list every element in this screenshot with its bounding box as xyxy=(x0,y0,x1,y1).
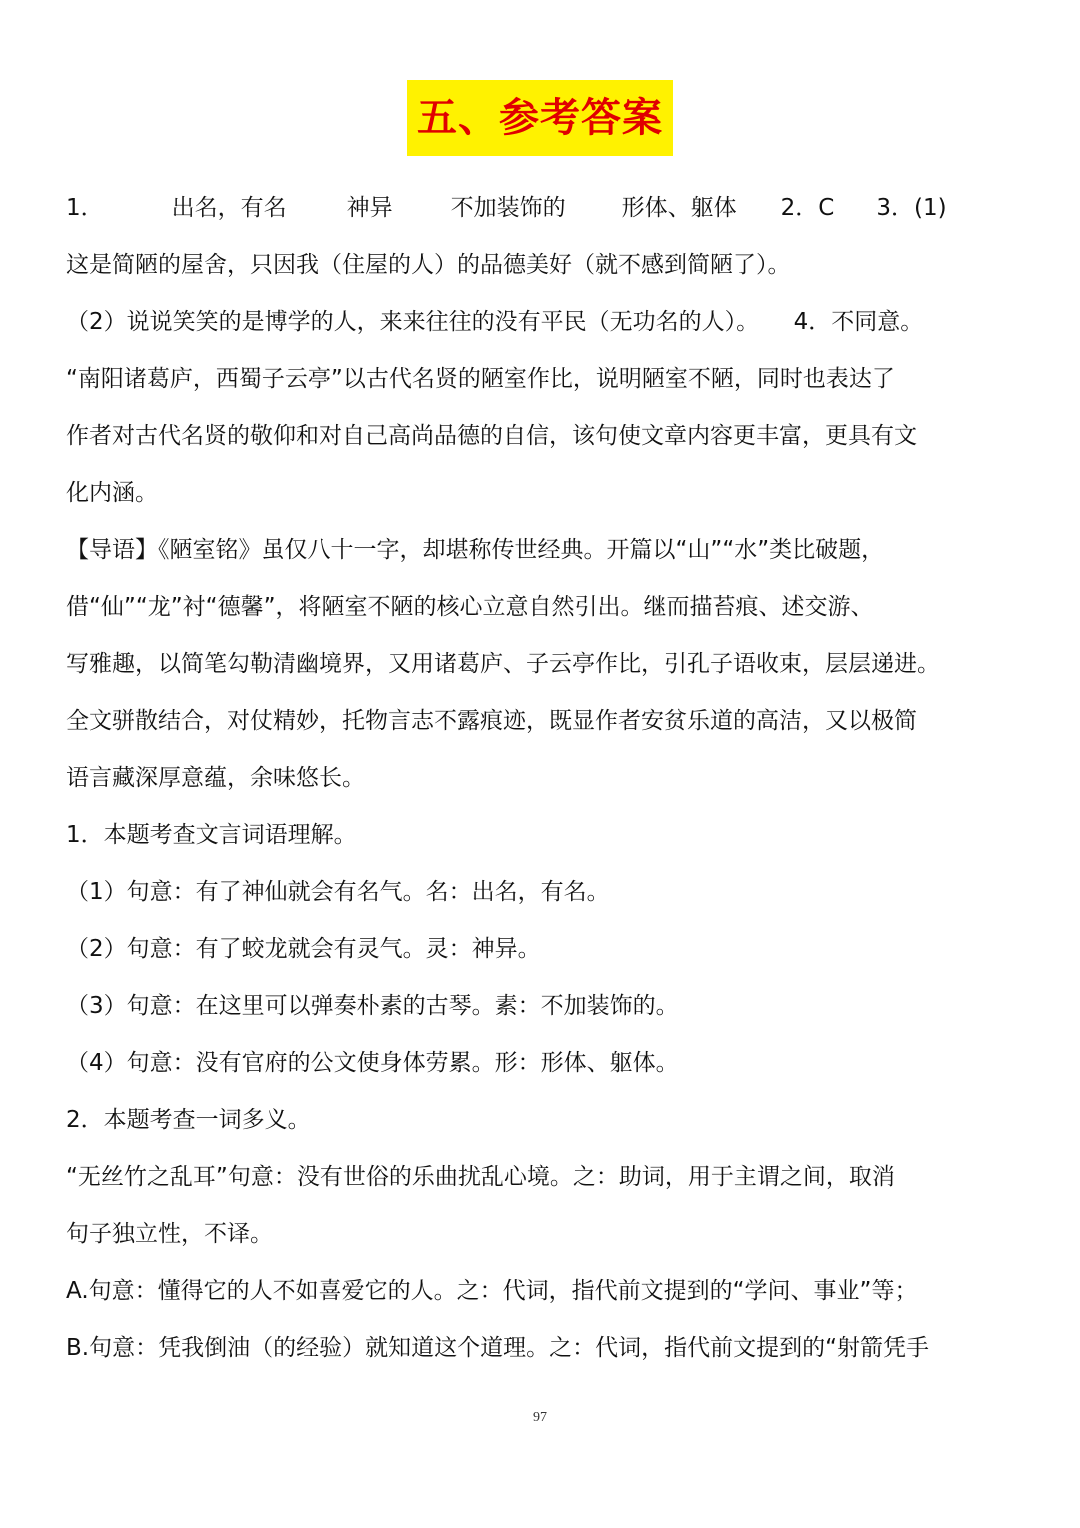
text-line: （4）句意：没有官府的公文使身体劳累。形：形体、躯体。 xyxy=(66,1050,679,1076)
answer-content xyxy=(66,180,1026,1377)
text-line: 化内涵。 xyxy=(66,480,158,506)
page-number: 97 xyxy=(533,1410,547,1425)
title-container xyxy=(0,80,1080,156)
text-line: 借“仙”“龙”衬“德馨”，将陋室不陋的核心立意自然引出。继而描苔痕、述交游、 xyxy=(66,594,874,620)
page-title: 五、参考答案 xyxy=(407,80,673,156)
text-line: （1）句意：有了神仙就会有名气。名：出名，有名。 xyxy=(66,879,610,905)
answer-1-a: 出名，有名 xyxy=(171,195,287,221)
answer-number-1: 1． xyxy=(66,195,104,221)
answer-2: 2．C xyxy=(780,195,835,221)
text-line: （2）说说笑笑的是博学的人，来来往往的没有平民（无功名的人）。 4．不同意。 xyxy=(66,309,924,335)
text-line: （3）句意：在这里可以弹奏朴素的古琴。素：不加装饰的。 xyxy=(66,993,679,1019)
answer-1-d: 形体、躯体 xyxy=(621,195,737,221)
text-line: “无丝竹之乱耳”句意：没有世俗的乐曲扰乱心境。之：助词，用于主谓之间，取消 xyxy=(66,1164,895,1190)
answer-1-b: 神异 xyxy=(346,195,393,221)
text-line: （2）句意：有了蛟龙就会有灵气。灵：神异。 xyxy=(66,936,541,962)
text-line: A.句意：懂得它的人不如喜爱它的人。之：代词，指代前文提到的“学问、事业”等； xyxy=(66,1278,918,1304)
text-line: 写雅趣，以简笔勾勒清幽境界，又用诸葛庐、子云亭作比，引孔子语收束，层层递进。 xyxy=(66,651,940,677)
text-line: 1．本题考查文言词语理解。 xyxy=(66,822,357,848)
text-line: 这是简陋的屋舍，只因我（住屋的人）的品德美好（就不感到简陋了）。 xyxy=(66,252,791,278)
text-line: 全文骈散结合，对仗精妙，托物言志不露痕迹，既显作者安贫乐道的高洁，又以极简 xyxy=(66,708,917,734)
answer-3-start: 3．(1) xyxy=(876,195,947,221)
text-line: 语言藏深厚意蕴，余味悠长。 xyxy=(66,765,365,791)
answer-1-c: 不加装饰的 xyxy=(450,195,566,221)
text-line: 作者对古代名贤的敬仰和对自己高尚品德的自信，该句使文章内容更丰富，更具有文 xyxy=(66,423,917,449)
answers-line-1 xyxy=(66,180,1026,237)
text-line: 句子独立性，不译。 xyxy=(66,1221,273,1247)
text-line: 【导语】《陋室铭》虽仅八十一字，却堪称传世经典。开篇以“山”“水”类比破题， xyxy=(66,537,885,563)
text-line: B.句意：凭我倒油（的经验）就知道这个道理。之：代词，指代前文提到的“射箭凭手 xyxy=(66,1335,930,1361)
text-line: “南阳诸葛庐，西蜀子云亭”以古代名贤的陋室作比，说明陋室不陋，同时也表达了 xyxy=(66,366,895,392)
text-line: 2．本题考查一词多义。 xyxy=(66,1107,311,1133)
